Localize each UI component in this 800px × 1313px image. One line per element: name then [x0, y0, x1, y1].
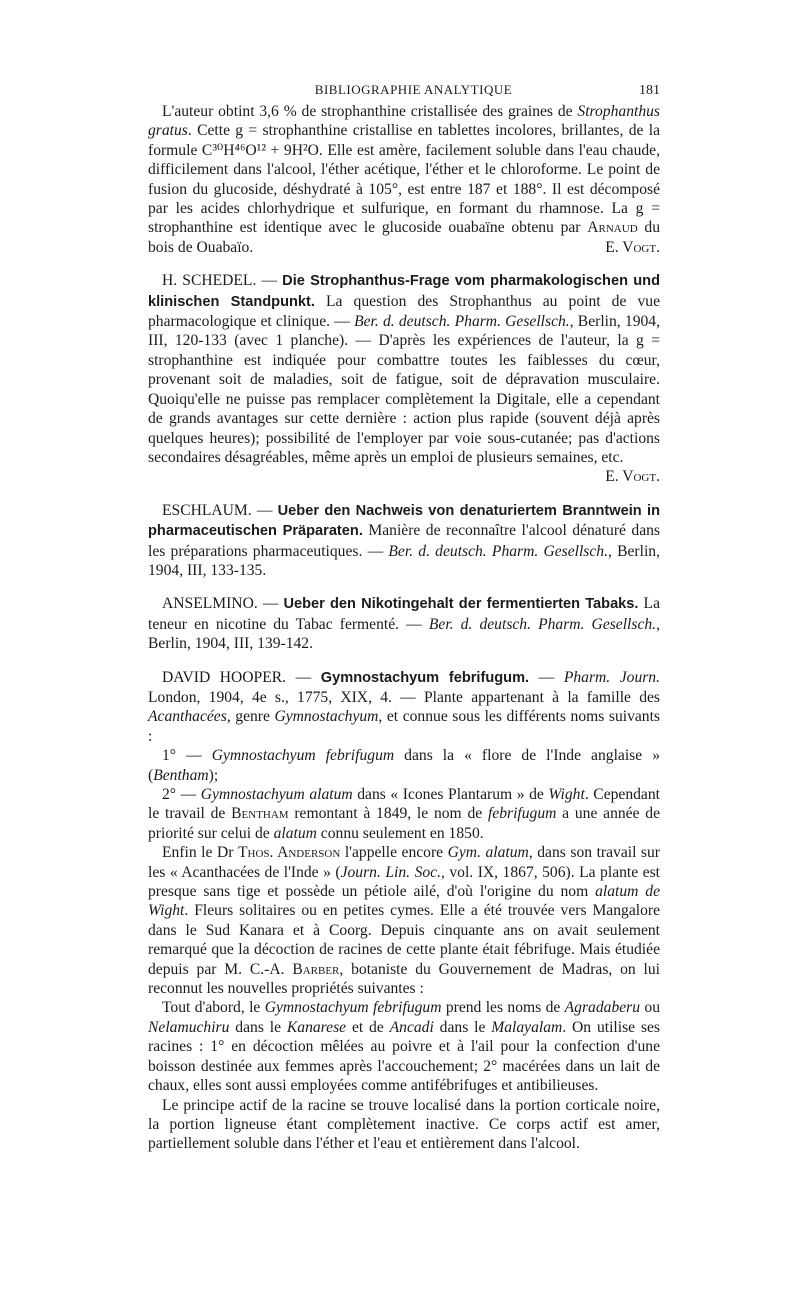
journal-name: Journ. Lin. Soc. [340, 863, 441, 881]
entry-author: DAVID HOOPER. — [162, 668, 321, 686]
text-run: La question des Strophanthus au point de vue pharmacologique et clinique. — [148, 292, 660, 331]
text-run: London, 1904, 4e s., 1775, XIX, 4. — Plante appartenant à la famille des [148, 688, 660, 706]
text-run: remontant à 1849, le nom de [288, 805, 488, 823]
reviewer-signature: E. Vogt. [605, 238, 660, 256]
text-run: , dans son travail sur les « Acanthacées de l'Inde » ( [148, 844, 660, 881]
local-name: Ancadi [389, 1018, 434, 1036]
journal-name: Ber. d. deutsch. Pharm. Gesellsch. [354, 313, 570, 331]
entry-title: Ueber den Nachweis von denaturiertem Branntwein in pharmaceutischen Präparaten. [148, 502, 661, 540]
entry-title: Ueber den Nikotingehalt der fermentierten Tabaks. [283, 596, 639, 613]
text-run: Enfin le Dr [162, 844, 238, 862]
language-name: Kanarese [286, 1018, 347, 1036]
journal-name: Ber. d. deutsch. Pharm. Gesellsch. [428, 615, 657, 633]
text-run: , vol. IX, 1867, 506). La plante est presque sans tige et possède un pétiole ailé, d'où l'origine du nom [148, 863, 660, 901]
text-run: , Berlin, 1904, III, 133-135. [148, 542, 660, 579]
species-name: Gymnostachyum alatum [200, 786, 353, 803]
text-run: L'auteur obtint 3,6 % de strophanthine cristallisée des graines de [162, 103, 578, 120]
text-run: ou [640, 999, 660, 1017]
cited-author: Wight [548, 786, 585, 803]
species-epithet: febrifugum [487, 805, 557, 823]
text-run: , botaniste du Gouvernement de Madras, on lui reconnut les nouvelles propriétés suivantes : [148, 960, 660, 998]
text-run: , Berlin, 1904, III, 139-142. [148, 615, 660, 653]
reviewer-signature: E. Vogt. [605, 468, 660, 486]
text-run: Tout d'abord, le [162, 999, 265, 1017]
paragraph-strophanthine-gratus [148, 102, 660, 257]
text-run: . Cette g = strophanthine cristallise en tablettes incolores, brillantes, de la formule C³⁰H⁴⁶O¹² + 9H²O. Elle est amère, facilement soluble dans l'eau chaude, difficilement dans l'alcool, l'éther acétique, l'éther et le chloroforme. Le point de fusion du glucoside, déshydraté à 105°, est entre 187 et 188°. Il est décomposé par les acides chlorhydrique et sulfurique, en formant du rhamnose. La g = strophanthine est identique avec le glucoside ouabaïne obtenu par [148, 122, 660, 237]
text-run: dans « Icones Plantarum » de [352, 786, 549, 803]
language-name: Malayalam [491, 1018, 563, 1036]
paragraph-anderson [148, 843, 660, 998]
entry-title: Die Strophanthus-Frage vom pharmakologischen und klinischen Standpunkt. [148, 273, 660, 310]
entry-schedel [148, 271, 660, 486]
page-number: 181 [639, 83, 660, 98]
text-run: dans le [229, 1018, 287, 1036]
entry-author: H. SCHEDEL. — [162, 272, 283, 290]
paragraph-active-principle [148, 1096, 660, 1154]
entry-anselmino [148, 594, 660, 653]
text-run: — [529, 668, 564, 686]
text-run: et de [346, 1018, 390, 1036]
text-run: a une année de priorité sur celui de [148, 805, 661, 842]
species-name: Gymnostachyum febrifugum [211, 747, 395, 765]
text-run: dans la « flore de l'Inde anglaise » ( [148, 747, 660, 784]
text-run: . On utilise ses racines : 1° en décoction mêlées au poivre et à l'ail pour la confection d'une boisson destinée aux femmes après l'accouchement; 2° macérées dans un lait de chaux, elles sont aussi employées comme antifébrifuges et antibilieuses. [148, 1018, 660, 1095]
species-epithet: alatum [273, 824, 317, 842]
species-name: alatum de Wight [148, 883, 661, 920]
local-name: Nelamuchiru [148, 1018, 230, 1036]
entry-author: ESCHLAUM. — [162, 501, 278, 519]
entry-eschlaum [148, 501, 660, 581]
cited-author: Barber [292, 960, 340, 978]
journal-name: Ber. d. deutsch. Pharm. Gesellsch. [388, 542, 608, 560]
running-title: BIBLIOGRAPHIE ANALYTIQUE [314, 82, 513, 97]
cited-author: Bentham [231, 805, 289, 823]
text-run: Manière de reconnaître l'alcool dénaturé dans les préparations pharmaceutiques. — [148, 522, 660, 560]
cited-author: Thos. Anderson [237, 844, 341, 862]
entry-author: ANSELMINO. — [162, 595, 284, 613]
entry-hooper [148, 668, 660, 747]
text-run: connu seulement en 1850. [316, 824, 484, 842]
list-item-1 [148, 746, 660, 785]
text-run: ); [208, 766, 219, 784]
text-run: prend les noms de [441, 999, 565, 1017]
genus-name: Gymnostachyum [274, 708, 379, 726]
text-run: , Berlin, 1904, III, 120-133 (avec 1 planche). — D'après les expériences de l'auteur, la g = strophanthine est indiquée pour combattre toutes les faiblesses du cœur, provenant soit de maladies, soit de fatigue, soit de dépravation musculaire. Quoiqu'elle ne puisse pas remplacer complètement la Digitale, elle a cependant de grands avantages sur cette dernière : action plus rapide (souvent déjà après quelques heures); possibilité de l'employer par voie sous-cutanée; pas d'actions secondaires désagréables, même après un emploi de plusieurs semaines, etc. [148, 313, 660, 466]
text-run: . Fleurs solitaires ou en petites cymes. Elle a été trouvée vers Mangalore dans le Sud Kanara et à Coorg. Depuis cinquante ans on avait seulement remarqué que la décoction de racines de cette plante était fébrifuge. Mais étudiée depuis par M. C.-A. [148, 902, 660, 978]
paragraph-local-names [148, 998, 660, 1095]
document-page [148, 80, 660, 1154]
journal-name: Pharm. Journ. [563, 668, 661, 686]
text-run: Le principe actif de la racine se trouve localisé dans la portion corticale noire, la portion ligneuse étant complètement inactive. Ce corps actif est amer, partiellement soluble dans l'éther et l'eau et entièrement dans l'alcool. [148, 1096, 660, 1153]
species-name: Gymnostachyum febrifugum [264, 999, 442, 1017]
entry-title: Gymnostachyum febrifugum. [320, 669, 530, 686]
text-run: 2° — [162, 786, 201, 803]
text-run: 1° — [162, 747, 212, 765]
text-run: . Cependant le travail de [148, 786, 660, 823]
text-run: dans le [433, 1018, 492, 1036]
species-name: Gym. alatum [447, 844, 529, 862]
text-run: du bois de Ouabaïo. [148, 219, 660, 256]
text-run: , et connue sous les différents noms suivants : [148, 708, 660, 745]
cited-author: Arnaud [587, 219, 638, 237]
cited-author: Bentham [153, 766, 209, 784]
text-run: La teneur en nicotine du Tabac fermenté. — [148, 595, 660, 633]
text-run: , genre [226, 708, 275, 726]
text-run: l'appelle encore [340, 844, 448, 862]
list-item-2 [148, 785, 660, 843]
species-name: Strophanthus gratus [148, 103, 660, 140]
page-header [148, 80, 660, 100]
family-name: Acanthacées [148, 708, 227, 726]
local-name: Agradaberu [564, 999, 641, 1017]
